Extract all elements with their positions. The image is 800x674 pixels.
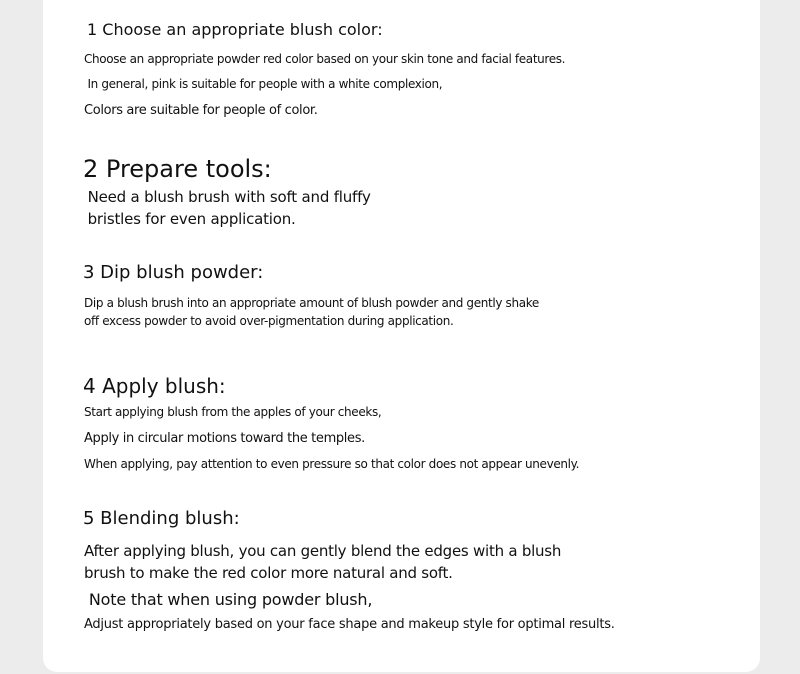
section-3-line-2: off excess powder to avoid over-pigmentation during application. <box>84 314 454 328</box>
section-1-line-2: In general, pink is suitable for people with a white complexion, <box>84 77 443 91</box>
section-5-line-4: Adjust appropriately based on your face shape and makeup style for optimal results. <box>84 617 615 632</box>
section-2-line-1: Need a blush brush with soft and fluffy <box>83 188 371 206</box>
section-1-line-3: Colors are suitable for people of color. <box>84 103 318 118</box>
section-5-heading: 5 Blending blush: <box>83 508 240 529</box>
section-4-line-3: When applying, pay attention to even pressure so that color does not appear unevenly. <box>84 457 580 471</box>
section-4-line-1: Start applying blush from the apples of your cheeks, <box>84 405 382 419</box>
content-card <box>43 0 760 672</box>
section-5-line-1: After applying blush, you can gently blend the edges with a blush <box>84 542 562 560</box>
section-1-line-1: Choose an appropriate powder red color based on your skin tone and facial features. <box>84 52 566 66</box>
section-5-line-2: brush to make the red color more natural and soft. <box>84 564 453 582</box>
section-1-heading: 1 Choose an appropriate blush color: <box>87 20 383 39</box>
section-5-line-3: Note that when using powder blush, <box>84 590 373 609</box>
section-4-heading: 4 Apply blush: <box>83 374 226 398</box>
section-2-line-2: bristles for even application. <box>83 210 296 228</box>
section-4-line-2: Apply in circular motions toward the temples. <box>84 431 365 446</box>
section-3-line-1: Dip a blush brush into an appropriate amount of blush powder and gently shake <box>84 296 539 310</box>
section-3-heading: 3 Dip blush powder: <box>83 262 264 283</box>
section-2-heading: 2 Prepare tools: <box>83 155 272 183</box>
